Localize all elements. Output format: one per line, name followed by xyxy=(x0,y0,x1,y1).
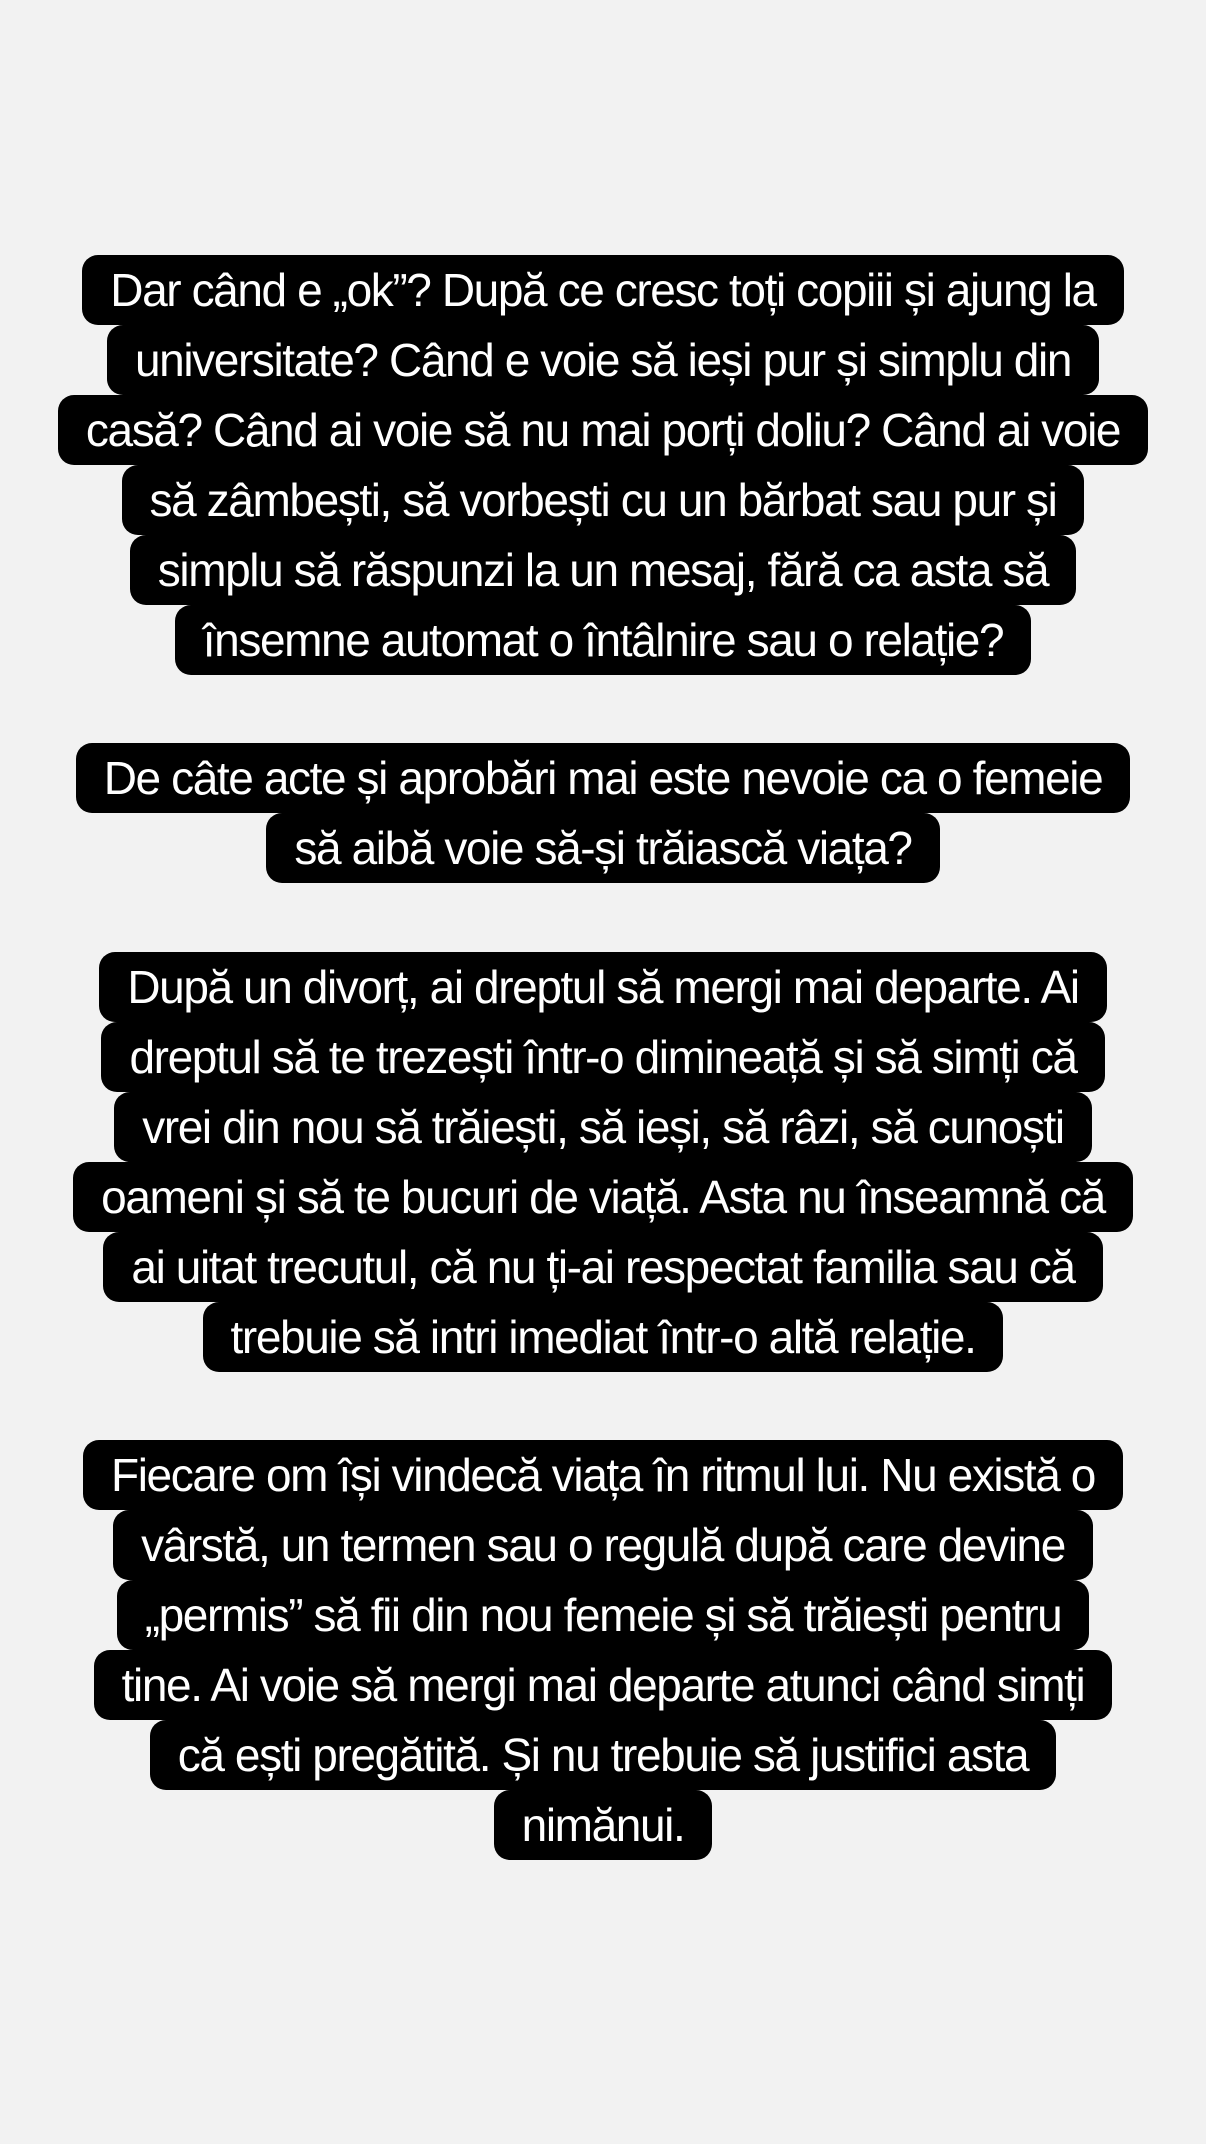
text-line: De câte acte și aprobări mai este nevoie ca o femeie xyxy=(76,743,1131,813)
text-line: să aibă voie să-și trăiască viața? xyxy=(266,813,939,883)
text-block-4 xyxy=(0,1440,1206,1860)
text-line: tine. Ai voie să mergi mai departe atunci când simți xyxy=(94,1650,1113,1720)
text-line: universitate? Când e voie să ieși pur și simplu din xyxy=(107,325,1099,395)
text-line: Dar când e „ok”? După ce cresc toți copiii și ajung la xyxy=(82,255,1123,325)
text-line: După un divorț, ai dreptul să mergi mai departe. Ai xyxy=(99,952,1106,1022)
text-line: vârstă, un termen sau o regulă după care devine xyxy=(113,1510,1093,1580)
text-block-1 xyxy=(0,255,1206,675)
text-line: dreptul să te trezești într-o dimineață și să simți că xyxy=(101,1022,1104,1092)
text-line: vrei din nou să trăiești, să ieși, să râzi, să cunoști xyxy=(114,1092,1092,1162)
text-line: nimănui. xyxy=(494,1790,713,1860)
text-line: că ești pregătită. Și nu trebuie să justifici asta xyxy=(150,1720,1056,1790)
text-line: Fiecare om își vindecă viața în ritmul lui. Nu există o xyxy=(83,1440,1123,1510)
text-line: să zâmbești, să vorbești cu un bărbat sau pur și xyxy=(122,465,1085,535)
text-line: trebuie să intri imediat într-o altă relație. xyxy=(203,1302,1004,1372)
text-line: ai uitat trecutul, că nu ți-ai respectat familia sau că xyxy=(103,1232,1102,1302)
text-line: însemne automat o întâlnire sau o relație? xyxy=(175,605,1031,675)
text-line: simplu să răspunzi la un mesaj, fără ca asta să xyxy=(130,535,1076,605)
text-line: casă? Când ai voie să nu mai porți doliu? Când ai voie xyxy=(58,395,1148,465)
text-line: oameni și să te bucuri de viață. Asta nu înseamnă că xyxy=(73,1162,1133,1232)
text-line: „permis” să fii din nou femeie și să trăiești pentru xyxy=(117,1580,1090,1650)
text-block-3 xyxy=(0,952,1206,1372)
text-block-2 xyxy=(0,743,1206,883)
